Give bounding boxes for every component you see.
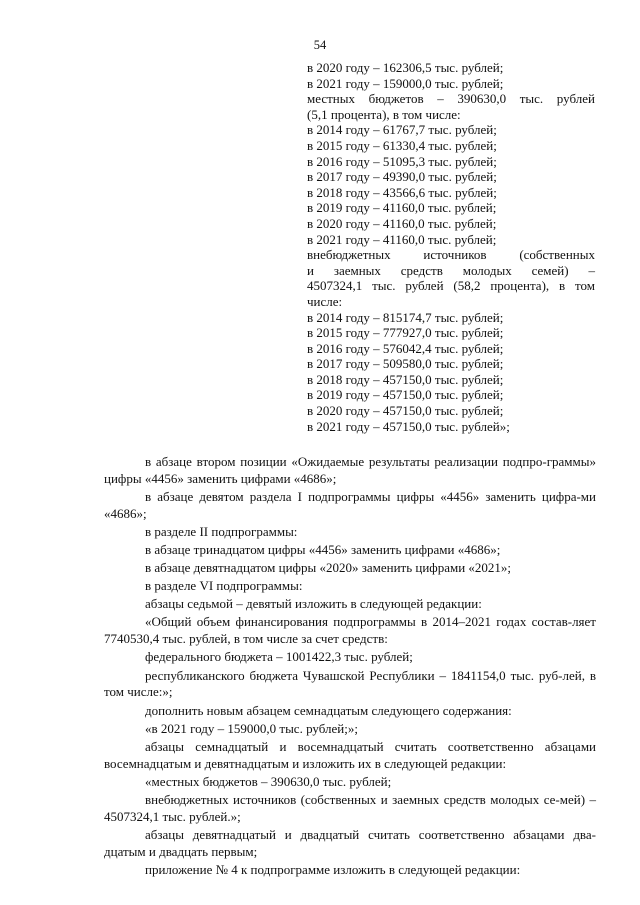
funding-line: в 2017 году – 49390,0 тыс. рублей; — [307, 169, 497, 185]
amendment-text-block — [104, 454, 596, 880]
funding-line — [307, 278, 595, 294]
funding-line: в 2015 году – 777927,0 тыс. рублей; — [307, 325, 504, 341]
funding-line-word: (собственных — [519, 247, 595, 263]
funding-line-word: 4507324,1 — [307, 278, 363, 294]
funding-line-word: внебюджетных — [307, 247, 391, 263]
funding-line-word: источников — [423, 247, 487, 263]
funding-line-word: процента), — [490, 278, 550, 294]
funding-line: в 2015 году – 61330,4 тыс. рублей; — [307, 137, 497, 153]
amendment-paragraph: абзацы девятнадцатый и двадцатый считать соответственно абзацами два-дцатым и двадцать первым; — [104, 826, 596, 859]
funding-line: в 2014 году – 61767,7 тыс. рублей; — [307, 122, 497, 138]
amendment-paragraph: абзацы семнадцатый и восемнадцатый считать соответственно абзацами восемнадцатым и девятнадцатым и изложить их в следующей редакции: — [104, 738, 596, 771]
funding-line: (5,1 процента), в том числе: — [307, 106, 461, 122]
amendment-paragraph: «местных бюджетов – 390630,0 тыс. рублей; — [145, 773, 392, 789]
funding-line-word: (58,2 — [453, 278, 481, 294]
funding-line: в 2018 году – 457150,0 тыс. рублей; — [307, 371, 504, 387]
funding-line-word: местных — [307, 91, 355, 107]
funding-line-word: молодых — [462, 262, 512, 278]
amendment-paragraph: абзацы седьмой – девятый изложить в следующей редакции: — [145, 596, 482, 612]
funding-line-word: бюджетов — [368, 91, 424, 107]
funding-line-word: в — [559, 278, 566, 294]
page-number: 54 — [313, 38, 327, 52]
funding-line-word: – — [437, 91, 444, 107]
funding-line: в 2016 году – 51095,3 тыс. рублей; — [307, 153, 497, 169]
funding-line-word: рублей — [405, 278, 444, 294]
funding-line-word: и — [307, 262, 314, 278]
funding-line: в 2020 году – 41160,0 тыс. рублей; — [307, 215, 497, 231]
funding-line-word: семей) — [531, 262, 569, 278]
funding-line: в 2020 году – 457150,0 тыс. рублей; — [307, 403, 504, 419]
amendment-paragraph: приложение № 4 к подпрограмме изложить в следующей редакции: — [145, 861, 521, 877]
funding-line: числе: — [307, 293, 343, 309]
amendment-paragraph: «Общий объем финансирования подпрограммы в 2014–2021 годах состав-ляет 7740530,4 тыс. рублей, в том числе за счет средств: — [104, 614, 596, 647]
amendment-paragraph: республиканского бюджета Чувашской Республики – 1841154,0 тыс. руб-лей, в том числе:»; — [104, 667, 596, 700]
funding-line-word: тыс. — [372, 278, 396, 294]
funding-line: в 2021 году – 41160,0 тыс. рублей; — [307, 231, 497, 247]
funding-line-word: тыс. — [519, 91, 544, 107]
amendment-paragraph: в абзаце тринадцатом цифры «4456» заменить цифрами «4686»; — [145, 542, 501, 558]
funding-line: в 2019 году – 457150,0 тыс. рублей; — [307, 387, 504, 403]
amendment-paragraph: внебюджетных источников (собственных и заемных средств молодых се-мей) – 4507324,1 тыс. рублей.»; — [104, 791, 596, 824]
funding-line: в 2020 году – 162306,5 тыс. рублей; — [307, 60, 504, 75]
funding-line — [307, 247, 595, 263]
funding-line: в 2021 году – 457150,0 тыс. рублей»; — [307, 418, 510, 434]
funding-line: в 2014 году – 815174,7 тыс. рублей; — [307, 309, 504, 325]
amendment-paragraph: в абзаце втором позиции «Ожидаемые результаты реализации подпро-граммы» цифры «4456» заменить цифрами «4686»; — [104, 454, 596, 486]
amendment-paragraph: «в 2021 году – 159000,0 тыс. рублей;»; — [145, 720, 358, 736]
amendment-paragraph: в разделе VI подпрограммы: — [145, 578, 303, 594]
amendment-paragraph: в абзаце девятом раздела I подпрограммы цифры «4456» заменить цифра-ми «4686»; — [104, 489, 596, 521]
amendment-paragraph: федерального бюджета – 1001422,3 тыс. рублей; — [145, 649, 413, 665]
funding-line-word: том — [575, 278, 595, 294]
amendment-paragraph: в разделе II подпрограммы: — [145, 524, 298, 539]
funding-line-word: рублей — [556, 91, 595, 107]
funding-line-word: заемных — [333, 262, 381, 278]
funding-line — [307, 91, 595, 107]
funding-line: в 2021 году – 159000,0 тыс. рублей; — [307, 75, 504, 91]
funding-list-block — [307, 60, 595, 434]
funding-line: в 2016 году – 576042,4 тыс. рублей; — [307, 340, 504, 356]
funding-line: в 2019 году – 41160,0 тыс. рублей; — [307, 200, 497, 216]
funding-line-word: средств — [400, 262, 443, 278]
funding-line: в 2018 году – 43566,6 тыс. рублей; — [307, 184, 497, 200]
funding-line: в 2017 году – 509580,0 тыс. рублей; — [307, 356, 504, 372]
amendment-paragraph: в абзаце девятнадцатом цифры «2020» заменить цифрами «2021»; — [145, 560, 512, 576]
funding-line-word: – — [588, 262, 595, 278]
funding-line-word: 390630,0 — [457, 91, 507, 107]
amendment-paragraph: дополнить новым абзацем семнадцатым следующего содержания: — [145, 702, 512, 718]
funding-line — [307, 263, 595, 279]
